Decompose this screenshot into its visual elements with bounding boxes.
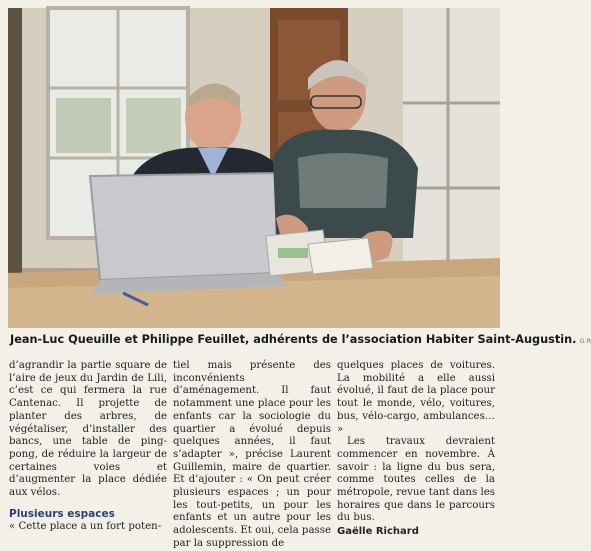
column-3 [337, 360, 495, 538]
subheading: Plusieurs espaces [9, 507, 115, 520]
paragraph: d’agrandir la partie square de l’aire de jeux du Jardin de Lili, c’est ce qui fermera la rue Cantenac. Il projette de planter des arbres, de végétaliser, d’installer des bancs, une table de ping-pong, de réduire la largeur de certaines voies et d’augmenter la place dédiée aux vélos. [9, 360, 167, 499]
photo-credit: G.R [579, 337, 591, 345]
column-2 [173, 360, 331, 549]
author-byline: Gaëlle Richard [337, 526, 419, 538]
column-1 [9, 360, 167, 532]
photo-caption [10, 333, 591, 349]
article-photo [8, 8, 500, 328]
paragraph: tiel mais présente des inconvénients d’aménagement. Il faut notamment une place pour les enfants car la sociologie du quartier a évolué depuis quelques années, il faut s’adapter », précise Laurent Guillemin, maire de quartier. Et d’ajouter : « On peut créer plusieurs espaces ; un pour les tout-petits, un pour les enfants et un autre pour les adolescents. Et oui, cela passe par la suppression de [173, 360, 331, 549]
paragraph: « Cette place a un fort poten- [9, 521, 162, 533]
paragraph: quelques places de voitures. La mobilité a elle aussi évolué, il faut de la place pour tout le monde, vélo, voitures, bus, vélo-cargo, ambulances… » [337, 360, 495, 435]
paragraph: Les travaux devraient commencer en novembre. À savoir : la ligne du bus sera, comme toutes celles de la métropole, revue tant dans les horaires que dans le parcours du bus. [337, 436, 495, 524]
article-body [9, 360, 501, 549]
caption-text: Jean-Luc Queuille et Philippe Feuillet, adhérents de l’association Habiter Saint-Augustin. [10, 333, 577, 346]
